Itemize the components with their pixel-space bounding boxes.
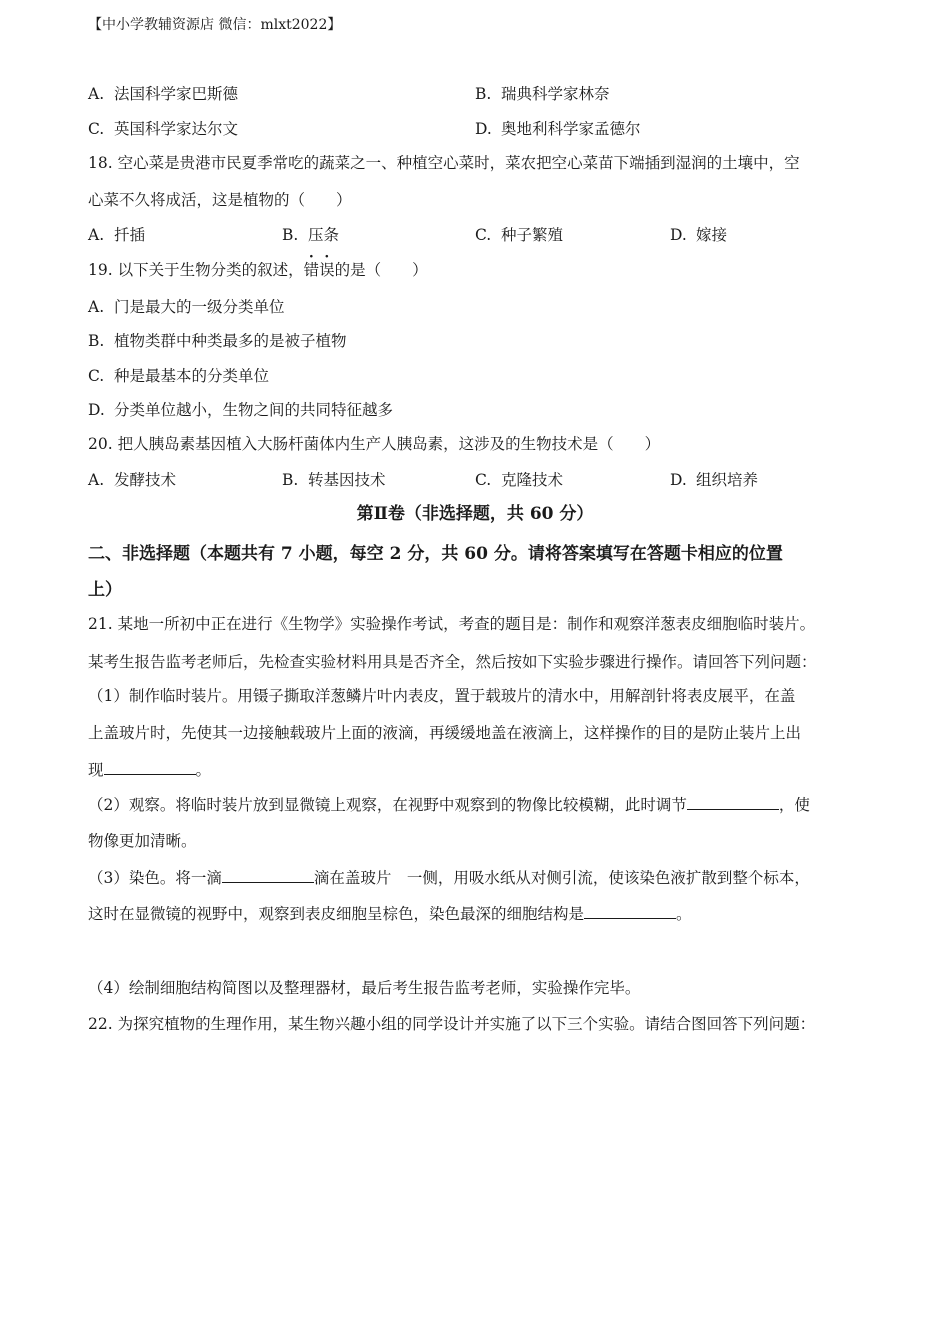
q21-part2-line2: 物像更加清晰。 bbox=[88, 832, 197, 850]
q19-option-d bbox=[88, 398, 393, 420]
page-header: 【中小学教辅资源店 微信：mlxt2022】 bbox=[88, 17, 342, 33]
option-text: 压条 bbox=[308, 226, 340, 244]
text-segment: 现 bbox=[88, 761, 104, 779]
option-text: 奥地利科学家孟德尔 bbox=[501, 120, 641, 138]
emphasis-char: 误 bbox=[319, 261, 335, 279]
q18-stem-line1: 18. 空心菜是贵港市民夏季常吃的蔬菜之一、种植空心菜时，菜农把空心菜苗下端插到湿润的土壤中，空 bbox=[88, 154, 800, 172]
q17-option-a bbox=[88, 82, 238, 104]
section-heading-line2: 上） bbox=[88, 580, 122, 600]
option-text: 扦插 bbox=[114, 226, 146, 244]
answer-blank[interactable] bbox=[104, 760, 196, 775]
option-text: 种子繁殖 bbox=[501, 226, 564, 244]
option-label: D. bbox=[88, 401, 105, 419]
q20-option-c bbox=[475, 468, 563, 490]
q18-stem-line2: 心菜不久将成活，这是植物的（ ） bbox=[88, 191, 352, 209]
q21-part3-line1 bbox=[88, 866, 810, 888]
q20-stem: 20. 把人胰岛素基因植入大肠杆菌体内生产人胰岛素，这涉及的生物技术是（ ） bbox=[88, 435, 661, 453]
option-label: C. bbox=[88, 120, 105, 138]
section-heading-line1: 二、非选择题（本题共有 7 小题，每空 2 分，共 60 分。请将答案填写在答题卡相应的位置 bbox=[88, 544, 783, 564]
q21-part4: （4）绘制细胞结构简图以及整理器材，最后考生报告监考老师，实验操作完毕。 bbox=[88, 979, 641, 997]
option-label: B. bbox=[282, 471, 299, 489]
option-label: B. bbox=[88, 332, 105, 350]
text-segment: （2）观察。将临时装片放到显微镜上观察，在视野中观察到的物像比较模糊，此时调节 bbox=[88, 796, 687, 814]
option-text: 发酵技术 bbox=[114, 471, 177, 489]
text-segment: 这时在显微镜的视野中，观察到表皮细胞呈棕色，染色最深的细胞结构是 bbox=[88, 905, 585, 923]
option-text: 植物类群中种类最多的是被子植物 bbox=[114, 332, 347, 350]
option-text: 瑞典科学家林奈 bbox=[501, 85, 610, 103]
q17-option-d bbox=[475, 117, 641, 139]
option-text: 种是最基本的分类单位 bbox=[114, 367, 270, 385]
q18-option-b bbox=[282, 223, 339, 245]
option-label: B. bbox=[282, 226, 299, 244]
q17-option-c bbox=[88, 117, 238, 139]
q21-stem-line1: 21. 某地一所初中正在进行《生物学》实验操作考试，考查的题目是：制作和观察洋葱表皮细胞临时装片。 bbox=[88, 615, 816, 633]
q20-option-b bbox=[282, 468, 386, 490]
option-label: D. bbox=[475, 120, 492, 138]
section-title: 第Ⅱ卷（非选择题，共 60 分） bbox=[356, 504, 594, 524]
option-label: A. bbox=[88, 471, 105, 489]
option-label: B. bbox=[475, 85, 492, 103]
answer-blank[interactable] bbox=[584, 904, 676, 919]
option-label: D. bbox=[670, 226, 687, 244]
q18-option-c bbox=[475, 223, 563, 245]
q19-option-a bbox=[88, 295, 285, 317]
q18-option-d bbox=[670, 223, 727, 245]
q21-stem-line2: 某考生报告监考老师后，先检查实验材料用具是否齐全，然后按如下实验步骤进行操作。请回答下列问题： bbox=[88, 653, 817, 671]
option-label: C. bbox=[475, 471, 492, 489]
q19-stem-suffix: 的是（ ） bbox=[334, 261, 428, 279]
q21-part2-line1 bbox=[88, 793, 810, 815]
option-label: C. bbox=[88, 367, 105, 385]
emphasis-char: 错 bbox=[303, 261, 320, 279]
text-segment: （3）染色。将一滴 bbox=[88, 869, 222, 887]
option-text: 门是最大的一级分类单位 bbox=[114, 298, 285, 316]
option-text: 克隆技术 bbox=[501, 471, 564, 489]
option-label: C. bbox=[475, 226, 492, 244]
q20-option-d bbox=[670, 468, 758, 490]
option-text: 转基因技术 bbox=[308, 471, 386, 489]
answer-blank[interactable] bbox=[222, 868, 314, 883]
option-label: A. bbox=[88, 226, 105, 244]
q17-option-b bbox=[475, 82, 610, 104]
text-segment: 。 bbox=[676, 905, 692, 923]
option-text: 英国科学家达尔文 bbox=[114, 120, 239, 138]
q20-option-a bbox=[88, 468, 176, 490]
answer-blank[interactable] bbox=[687, 795, 779, 810]
option-label: D. bbox=[670, 471, 687, 489]
q21-part3-line2 bbox=[88, 902, 692, 924]
text-segment: ，使 bbox=[778, 796, 810, 814]
text-segment: 滴在盖玻片 一侧，用吸水纸从对侧引流，使该染色液扩散到整个标本， bbox=[313, 869, 810, 887]
q19-stem-prefix: 19. 以下关于生物分类的叙述， bbox=[88, 261, 304, 279]
q21-part1-line3 bbox=[88, 758, 211, 780]
option-label: A. bbox=[88, 298, 105, 316]
q19-stem bbox=[88, 258, 428, 280]
option-text: 嫁接 bbox=[696, 226, 728, 244]
text-segment: 。 bbox=[195, 761, 212, 779]
q19-option-b bbox=[88, 329, 347, 351]
q21-part1-line2: 上盖玻片时，先使其一边接触载玻片上面的液滴，再缓缓地盖在液滴上，这样操作的目的是防止装片上出 bbox=[88, 724, 802, 742]
option-text: 法国科学家巴斯德 bbox=[114, 85, 239, 103]
option-text: 分类单位越小，生物之间的共同特征越多 bbox=[114, 401, 394, 419]
option-text: 组织培养 bbox=[696, 471, 759, 489]
q19-option-c bbox=[88, 364, 269, 386]
q22-stem: 22. 为探究植物的生理作用，某生物兴趣小组的同学设计并实施了以下三个实验。请结合图回答下列问题： bbox=[88, 1015, 816, 1033]
q18-option-a bbox=[88, 223, 145, 245]
q21-part1-line1: （1）制作临时装片。用镊子撕取洋葱鳞片叶内表皮，置于载玻片的清水中，用解剖针将表皮展平，在盖 bbox=[88, 687, 796, 705]
option-label: A. bbox=[88, 85, 105, 103]
